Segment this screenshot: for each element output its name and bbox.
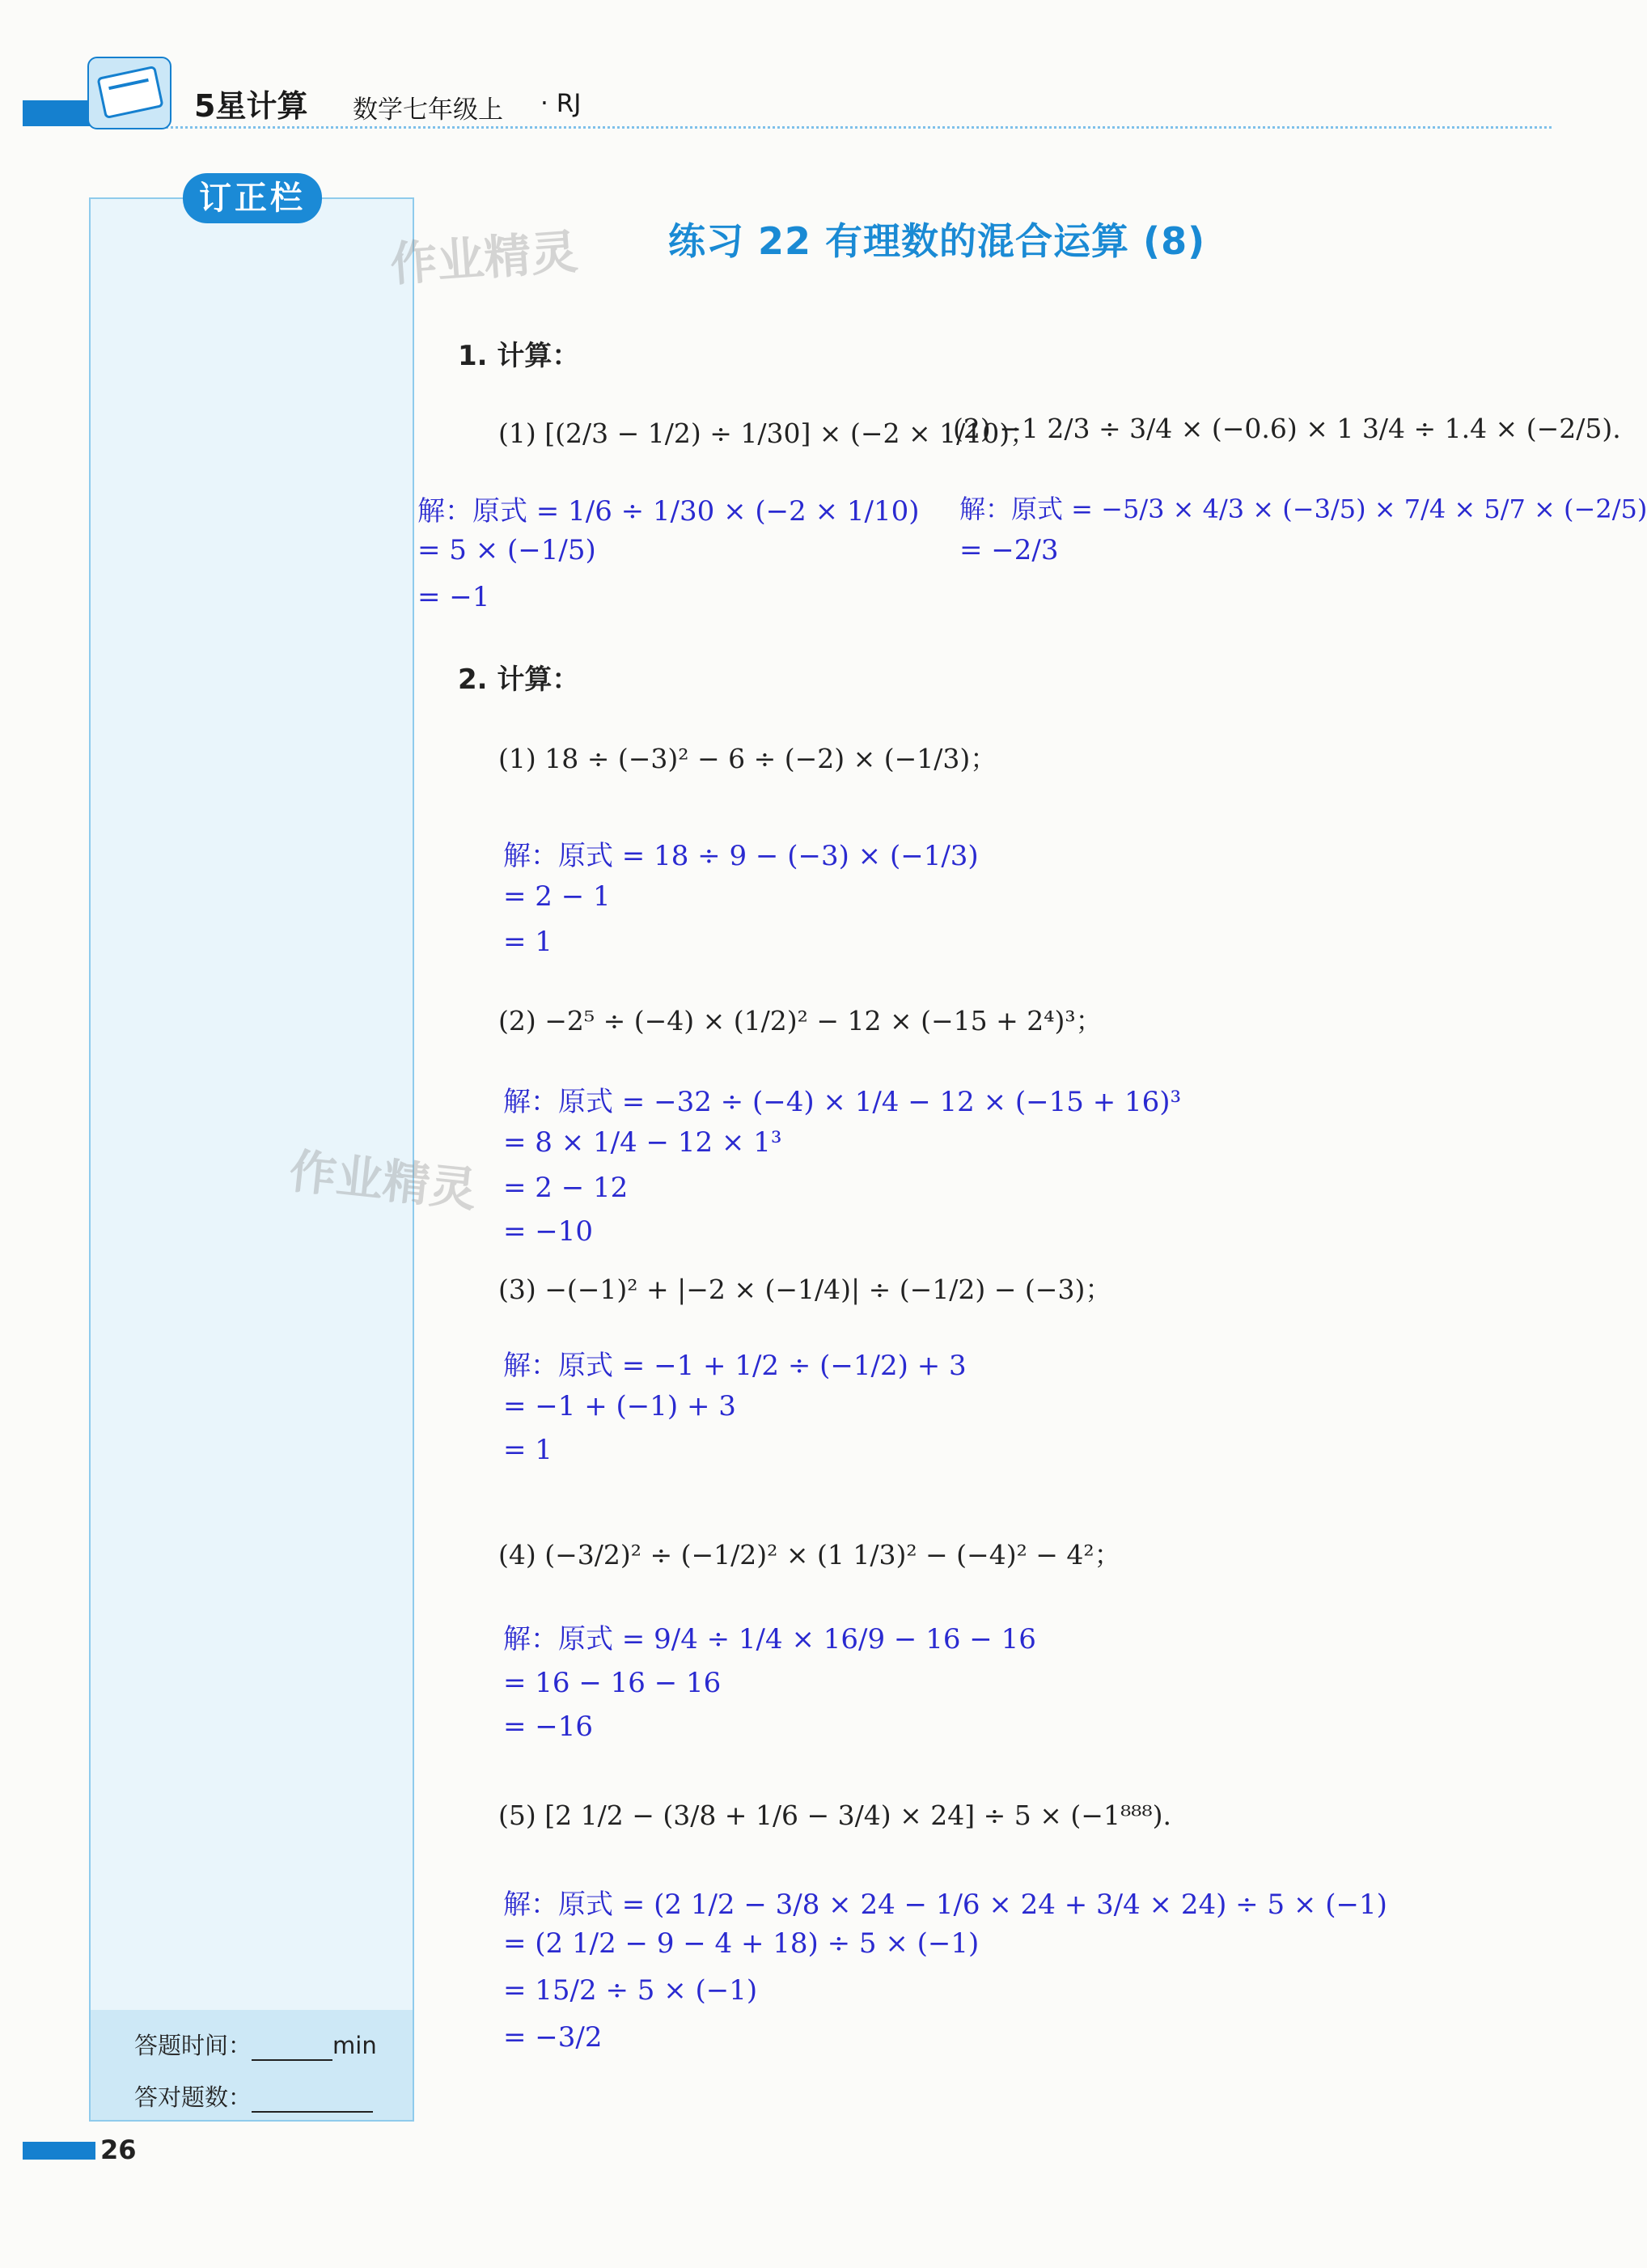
answer-time-field[interactable] [134,2028,377,2061]
q2-solution-1-line: 解：原式 = 18 ÷ 9 − (−3) × (−1/3) [503,840,979,872]
q2-solution-5-line: 解：原式 = (2 1/2 − 3/8 × 24 − 1/6 × 24 + 3/4 × 24) ÷ 5 × (−1) [503,1889,1387,1921]
exercise-title: 练习 22 有理数的混合运算 (8) [668,219,1206,263]
q1-solution-2-line: = −2/3 [959,534,1059,566]
q2-solution-1-line: = 2 − 1 [503,880,611,913]
q1-problem-1: (1) [(2/3 − 1/2) ÷ 1/30] × (−2 × 1/10)； [498,418,1037,449]
correct-count-field[interactable] [134,2079,373,2113]
correct-count-blank[interactable] [252,2088,373,2113]
q2-solution-2-line: = −10 [503,1215,594,1248]
q1-solution-1-line: 解：原式 = 1/6 ÷ 1/30 × (−2 × 1/10) [417,495,920,528]
q2-solution-4-line: 解：原式 = 9/4 ÷ 1/4 × 16/9 − 16 − 16 [503,1623,1036,1655]
q1-solution-2-line: 解：原式 = −5/3 × 4/3 × (−3/5) × 7/4 × 5/7 × (−2/5) [959,494,1647,524]
q2-solution-1-line: = 1 [503,926,553,958]
header-dotted-rule [152,126,1552,129]
q2-problem-1: (1) 18 ÷ (−3)² − 6 ÷ (−2) × (−1/3)； [498,743,997,774]
correct-count-label: 答对题数： [134,2084,252,2111]
q1-solution-1-line: = 5 × (−1/5) [417,534,596,566]
q2-heading: 2. 计算： [458,663,580,696]
edition-label: · RJ [540,89,582,118]
answer-time-label: 答题时间： [134,2032,252,2059]
q2-solution-5-line: = (2 1/2 − 9 − 4 + 18) ÷ 5 × (−1) [503,1927,980,1960]
answer-time-blank[interactable] [252,2037,332,2061]
watermark: 作业精灵 [286,1143,480,1218]
q2-solution-4-line: = 16 − 16 − 16 [503,1667,722,1699]
q2-problem-5: (5) [2 1/2 − (3/8 + 1/6 − 3/4) × 24] ÷ 5 × (−1⁸⁸⁸). [498,1800,1171,1831]
q2-solution-4-line: = −16 [503,1711,594,1743]
page-number-bar [23,2142,95,2160]
q2-problem-4: (4) (−3/2)² ÷ (−1/2)² × (1 1/3)² − (−4)² − 4²； [498,1539,1121,1571]
book-logo-icon [87,57,171,129]
answer-time-unit: min [332,2032,377,2059]
q2-problem-2: (2) −2⁵ ÷ (−4) × (1/2)² − 12 × (−15 + 2⁴)³； [498,1005,1103,1036]
q1-problem-2: (2) −1 2/3 ÷ 3/4 × (−0.6) × 1 3/4 ÷ 1.4 × (−2/5). [953,413,1621,444]
q2-solution-2-line: 解：原式 = −32 ÷ (−4) × 1/4 − 12 × (−15 + 16)³ [503,1086,1182,1118]
brand-title: 5星计算 [194,88,308,124]
book-subtitle: 数学七年级上 [353,95,503,125]
q2-solution-5-line: = −3/2 [503,2021,603,2054]
page-number: 26 [100,2134,137,2165]
q2-solution-2-line: = 2 − 12 [503,1172,629,1204]
q2-solution-3-line: = 1 [503,1434,553,1466]
correction-column-title: 订正栏 [183,173,322,223]
q2-solution-3-line: = −1 + (−1) + 3 [503,1390,736,1422]
q2-solution-5-line: = 15/2 ÷ 5 × (−1) [503,1974,758,2007]
q2-problem-3: (3) −(−1)² + |−2 × (−1/4)| ÷ (−1/2) − (−3)； [498,1274,1112,1305]
q2-solution-2-line: = 8 × 1/4 − 12 × 1³ [503,1126,782,1159]
q1-heading: 1. 计算： [458,340,580,372]
q1-solution-1-line: = −1 [417,581,490,613]
q2-solution-3-line: 解：原式 = −1 + 1/2 ÷ (−1/2) + 3 [503,1350,967,1382]
watermark: 作业精灵 [388,223,580,292]
